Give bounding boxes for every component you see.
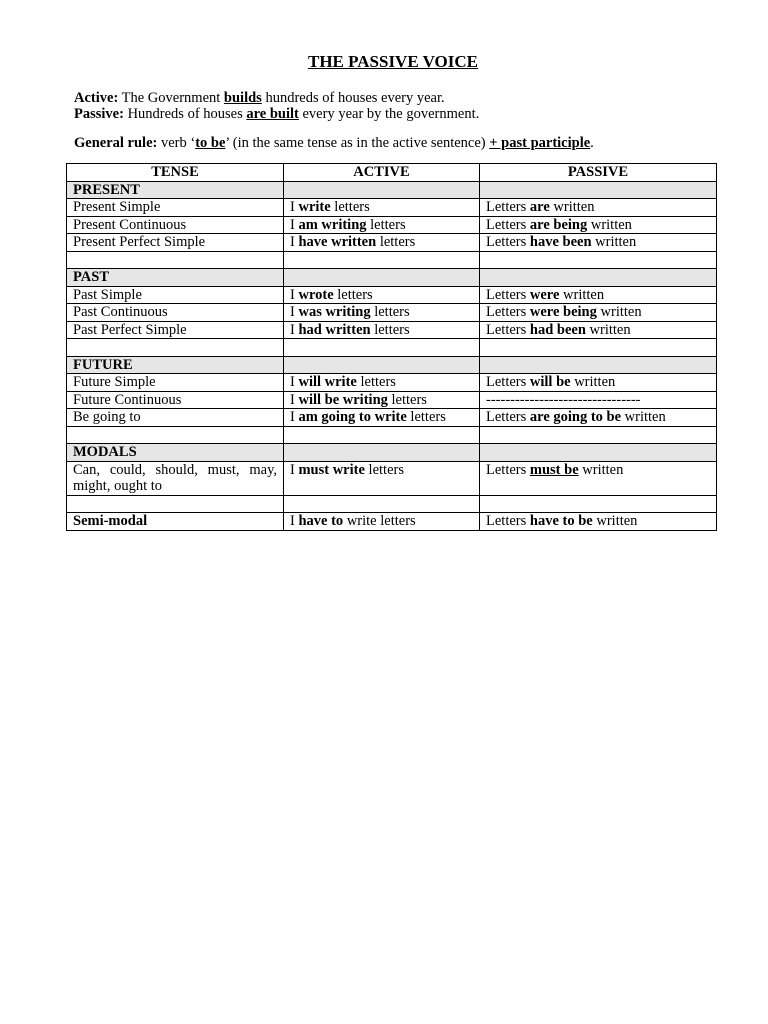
active-verb: builds bbox=[223, 90, 262, 106]
active-cell bbox=[284, 216, 480, 234]
header-passive: PASSIVE bbox=[480, 164, 717, 182]
empty-cell bbox=[284, 495, 480, 513]
section-label-future: FUTURE bbox=[67, 356, 284, 374]
passive-cell bbox=[480, 199, 717, 217]
active-cell bbox=[284, 304, 480, 322]
passive-text-post: every year by the government. bbox=[298, 106, 480, 122]
passive-cell-verb: will be bbox=[529, 374, 571, 390]
active-cell bbox=[284, 199, 480, 217]
section-label-modals: MODALS bbox=[67, 444, 284, 462]
tense-cell: Past Continuous bbox=[67, 304, 284, 322]
empty-cell bbox=[284, 251, 480, 269]
passive-cell bbox=[480, 321, 717, 339]
empty-cell bbox=[480, 356, 717, 374]
active-cell-post: letters bbox=[376, 234, 416, 250]
active-cell-post: letters bbox=[387, 391, 427, 408]
passive-cell-post: written bbox=[592, 513, 638, 529]
passive-cell-post: written bbox=[578, 461, 624, 478]
passive-cell bbox=[480, 216, 717, 234]
passive-cell-post: written bbox=[549, 199, 595, 215]
passive-cell-post: written bbox=[596, 304, 642, 320]
passive-cell-post: written bbox=[587, 216, 632, 233]
active-cell-pre: I bbox=[290, 409, 299, 425]
passive-cell bbox=[480, 286, 717, 304]
empty-cell bbox=[480, 269, 717, 287]
passive-cell-pre: Letters bbox=[486, 234, 530, 250]
empty-cell bbox=[67, 251, 284, 269]
active-cell-post: letters bbox=[333, 286, 373, 303]
active-label: Active: bbox=[74, 90, 119, 106]
tense-cell: Be going to bbox=[67, 409, 284, 427]
spacer-row bbox=[67, 339, 717, 357]
rule-to-be: to be bbox=[195, 135, 226, 151]
tense-cell: Can, could, should, must, may, might, ought to bbox=[67, 461, 284, 495]
empty-cell bbox=[67, 339, 284, 357]
active-cell-verb: was writing bbox=[298, 304, 371, 320]
passive-cell-pre: Letters bbox=[486, 374, 530, 390]
tense-cell: Future Simple bbox=[67, 374, 284, 392]
passive-cell-dashes: -------------------------------- bbox=[480, 391, 717, 409]
spacer-row bbox=[67, 251, 717, 269]
active-cell-post: letters bbox=[370, 321, 410, 338]
passive-label: Passive: bbox=[74, 106, 124, 122]
active-text-post: hundreds of houses every year. bbox=[261, 90, 445, 106]
document-title: THE PASSIVE VOICE bbox=[307, 52, 479, 71]
rule-text-mid: ’ (in the same tense as in the active sentence) bbox=[225, 135, 490, 151]
table-row bbox=[67, 321, 717, 339]
passive-example bbox=[74, 106, 479, 123]
table-header-row bbox=[67, 164, 717, 182]
active-cell bbox=[284, 409, 480, 427]
table-row bbox=[67, 199, 717, 217]
passive-cell-post: written bbox=[585, 321, 631, 338]
rule-text-end: . bbox=[590, 135, 594, 151]
rule-text-pre: verb ‘ bbox=[157, 135, 196, 151]
active-cell-post: letters bbox=[330, 199, 370, 215]
active-cell bbox=[284, 234, 480, 252]
active-example bbox=[74, 90, 445, 107]
header-tense: TENSE bbox=[67, 164, 284, 182]
passive-cell-pre: Letters bbox=[486, 286, 530, 303]
active-cell-post: write letters bbox=[343, 513, 416, 529]
passive-cell-pre: Letters bbox=[486, 513, 530, 529]
passive-cell-pre: Letters bbox=[486, 409, 530, 425]
active-cell-verb: had written bbox=[298, 321, 371, 338]
active-cell-verb: write bbox=[298, 199, 331, 215]
section-row-past bbox=[67, 269, 717, 287]
section-row-modals bbox=[67, 444, 717, 462]
passive-cell-verb: must be bbox=[529, 461, 579, 478]
active-cell-post: letters bbox=[356, 374, 396, 390]
passive-cell bbox=[480, 304, 717, 322]
table-row bbox=[67, 513, 717, 531]
passive-text-pre: Hundreds of houses bbox=[123, 106, 247, 122]
passive-cell-pre: Letters bbox=[486, 321, 530, 338]
tense-cell: Present Continuous bbox=[67, 216, 284, 234]
passive-cell-pre: Letters bbox=[486, 199, 530, 215]
general-rule bbox=[74, 135, 594, 152]
active-cell-post: letters bbox=[366, 216, 406, 233]
table-row bbox=[67, 234, 717, 252]
empty-cell bbox=[284, 181, 480, 199]
active-cell bbox=[284, 513, 480, 531]
table-row bbox=[67, 286, 717, 304]
passive-cell-verb: were bbox=[529, 286, 560, 303]
tense-cell: Future Continuous bbox=[67, 391, 284, 409]
active-cell-post: letters bbox=[406, 409, 446, 425]
active-cell bbox=[284, 461, 480, 495]
rule-past-participle: + past participle bbox=[489, 135, 591, 151]
empty-cell bbox=[284, 426, 480, 444]
tense-cell: Past Simple bbox=[67, 286, 284, 304]
passive-cell-post: written bbox=[621, 409, 666, 425]
passive-cell bbox=[480, 409, 717, 427]
tense-cell: Present Simple bbox=[67, 199, 284, 217]
empty-cell bbox=[480, 426, 717, 444]
active-cell-pre: I bbox=[290, 286, 299, 303]
active-cell-verb: am writing bbox=[298, 216, 367, 233]
section-label-present: PRESENT bbox=[67, 181, 284, 199]
section-label-past: PAST bbox=[67, 269, 284, 287]
active-cell-verb: wrote bbox=[298, 286, 334, 303]
passive-cell bbox=[480, 234, 717, 252]
passive-cell-post: written bbox=[559, 286, 605, 303]
passive-cell-verb: are being bbox=[529, 216, 588, 233]
tense-cell: Present Perfect Simple bbox=[67, 234, 284, 252]
table-row bbox=[67, 374, 717, 392]
active-cell-pre: I bbox=[290, 199, 299, 215]
passive-cell-verb: are bbox=[529, 199, 550, 215]
active-cell bbox=[284, 391, 480, 409]
tense-table bbox=[66, 163, 717, 531]
passive-cell-verb: are going to be bbox=[529, 409, 622, 425]
section-row-future bbox=[67, 356, 717, 374]
passive-cell-verb: have to be bbox=[529, 513, 593, 529]
spacer-row bbox=[67, 426, 717, 444]
passive-cell bbox=[480, 513, 717, 531]
passive-cell bbox=[480, 461, 717, 495]
tense-cell-semi-modal: Semi-modal bbox=[67, 513, 284, 531]
tense-cell: Past Perfect Simple bbox=[67, 321, 284, 339]
table-row bbox=[67, 216, 717, 234]
active-cell bbox=[284, 374, 480, 392]
passive-verb: are built bbox=[246, 106, 299, 122]
empty-cell bbox=[284, 356, 480, 374]
active-cell-post: letters bbox=[370, 304, 410, 320]
active-cell-verb: am going to write bbox=[298, 409, 407, 425]
empty-cell bbox=[480, 181, 717, 199]
active-cell-pre: I bbox=[290, 391, 299, 408]
spacer-row bbox=[67, 495, 717, 513]
active-text-pre: The Government bbox=[118, 90, 224, 106]
active-cell-post: letters bbox=[364, 461, 404, 478]
passive-cell-verb: were being bbox=[529, 304, 597, 320]
active-cell-pre: I bbox=[290, 374, 299, 390]
active-cell-pre: I bbox=[290, 461, 299, 478]
active-cell bbox=[284, 286, 480, 304]
empty-cell bbox=[480, 339, 717, 357]
passive-cell bbox=[480, 374, 717, 392]
passive-cell-verb: have been bbox=[529, 234, 592, 250]
passive-cell-pre: Letters bbox=[486, 461, 530, 478]
table-row bbox=[67, 304, 717, 322]
empty-cell bbox=[284, 269, 480, 287]
active-cell-verb: have to bbox=[298, 513, 344, 529]
empty-cell bbox=[284, 339, 480, 357]
empty-cell bbox=[67, 426, 284, 444]
active-cell-pre: I bbox=[290, 513, 299, 529]
table-row bbox=[67, 391, 717, 409]
active-cell-pre: I bbox=[290, 234, 299, 250]
empty-cell bbox=[480, 444, 717, 462]
header-active: ACTIVE bbox=[284, 164, 480, 182]
empty-cell bbox=[284, 444, 480, 462]
passive-cell-pre: Letters bbox=[486, 304, 530, 320]
table-row bbox=[67, 461, 717, 495]
active-cell-verb: must write bbox=[298, 461, 365, 478]
active-cell-verb: will be writing bbox=[298, 391, 388, 408]
empty-cell bbox=[480, 251, 717, 269]
section-row-present bbox=[67, 181, 717, 199]
empty-cell bbox=[67, 495, 284, 513]
passive-cell-verb: had been bbox=[529, 321, 586, 338]
passive-cell-post: written bbox=[570, 374, 616, 390]
active-cell-verb: will write bbox=[298, 374, 357, 390]
passive-cell-post: written bbox=[591, 234, 637, 250]
active-cell-pre: I bbox=[290, 304, 299, 320]
active-cell bbox=[284, 321, 480, 339]
active-cell-verb: have written bbox=[298, 234, 377, 250]
rule-label: General rule: bbox=[74, 135, 158, 151]
passive-cell-pre: Letters bbox=[486, 216, 530, 233]
table-row bbox=[67, 409, 717, 427]
empty-cell bbox=[480, 495, 717, 513]
active-cell-pre: I bbox=[290, 321, 299, 338]
active-cell-pre: I bbox=[290, 216, 299, 233]
